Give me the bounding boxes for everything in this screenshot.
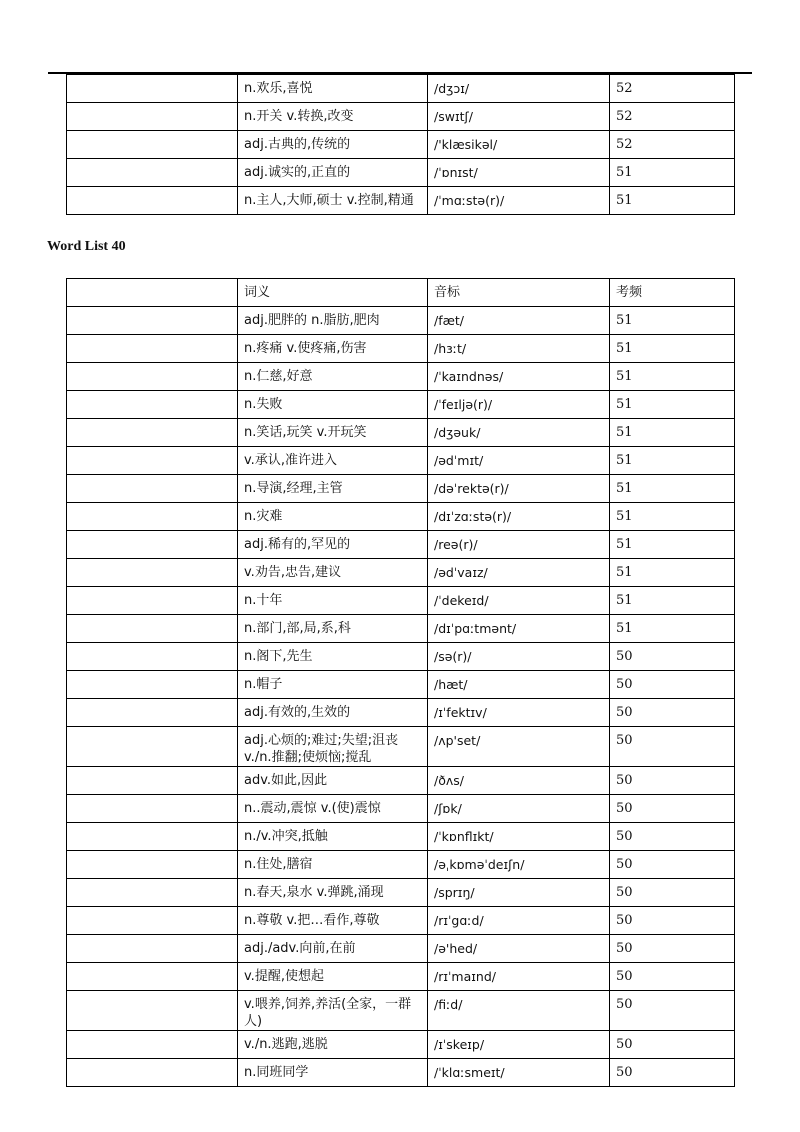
frequency-cell: 51 — [610, 447, 735, 475]
phonetic-cell: /ˈɒnɪst/ — [428, 159, 610, 187]
phonetic-cell: /ɪˈfektɪv/ — [428, 699, 610, 727]
meaning-cell: n.失败 — [238, 391, 428, 419]
table-row — [67, 1059, 735, 1087]
frequency-cell: 51 — [610, 615, 735, 643]
word-cell — [67, 391, 238, 419]
word-cell — [67, 823, 238, 851]
table-row — [67, 851, 735, 879]
word-cell — [67, 963, 238, 991]
word-cell — [67, 1059, 238, 1087]
meaning-cell: n.阁下,先生 — [238, 643, 428, 671]
word-cell — [67, 851, 238, 879]
phonetic-cell: /ʌp'set/ — [428, 727, 610, 767]
frequency-cell: 51 — [610, 559, 735, 587]
phonetic-cell: /dɪˈzɑːstə(r)/ — [428, 503, 610, 531]
frequency-cell: 51 — [610, 159, 735, 187]
table-row — [67, 615, 735, 643]
meaning-cell: n.十年 — [238, 587, 428, 615]
word-cell — [67, 795, 238, 823]
phonetic-cell: /fæt/ — [428, 307, 610, 335]
word-cell — [67, 419, 238, 447]
word-cell — [67, 671, 238, 699]
meaning-cell: n.尊敬 v.把…看作,尊敬 — [238, 907, 428, 935]
phonetic-cell: /hɜːt/ — [428, 335, 610, 363]
meaning-cell: n.春天,泉水 v.弹跳,涌现 — [238, 879, 428, 907]
meaning-cell: v.提醒,使想起 — [238, 963, 428, 991]
phonetic-cell: /dʒɔɪ/ — [428, 75, 610, 103]
table-row — [67, 823, 735, 851]
word-cell — [67, 131, 238, 159]
table-row — [67, 587, 735, 615]
word-cell — [67, 159, 238, 187]
word-cell — [67, 103, 238, 131]
phonetic-cell: /əˌkɒməˈdeɪʃn/ — [428, 851, 610, 879]
phonetic-cell: /ə'hed/ — [428, 935, 610, 963]
word-cell — [67, 907, 238, 935]
meaning-cell: n.笑话,玩笑 v.开玩笑 — [238, 419, 428, 447]
meaning-cell: n.仁慈,好意 — [238, 363, 428, 391]
phonetic-cell: /reə(r)/ — [428, 531, 610, 559]
table-row — [67, 475, 735, 503]
table-row — [67, 187, 735, 215]
phonetic-cell: /swɪtʃ/ — [428, 103, 610, 131]
phonetic-cell: /dʒəuk/ — [428, 419, 610, 447]
meaning-cell: adj./adv.向前,在前 — [238, 935, 428, 963]
meaning-cell: n.疼痛 v.使疼痛,伤害 — [238, 335, 428, 363]
frequency-cell: 51 — [610, 419, 735, 447]
meaning-cell: n.帽子 — [238, 671, 428, 699]
meaning-cell: adj.诚实的,正直的 — [238, 159, 428, 187]
frequency-cell: 51 — [610, 335, 735, 363]
frequency-cell: 50 — [610, 1059, 735, 1087]
frequency-cell: 51 — [610, 363, 735, 391]
meaning-cell: adj.有效的,生效的 — [238, 699, 428, 727]
phonetic-cell: /rɪˈgɑːd/ — [428, 907, 610, 935]
table-row — [67, 907, 735, 935]
table-row — [67, 879, 735, 907]
word-cell — [67, 447, 238, 475]
phonetic-cell: /dəˈrektə(r)/ — [428, 475, 610, 503]
table-row — [67, 991, 735, 1031]
meaning-cell: v.劝告,忠告,建议 — [238, 559, 428, 587]
phonetic-column-header: 音标 — [428, 279, 610, 307]
phonetic-cell: /ðʌs/ — [428, 767, 610, 795]
table-row — [67, 671, 735, 699]
word-list-40-table — [66, 278, 735, 1087]
word-cell — [67, 363, 238, 391]
phonetic-cell: /hæt/ — [428, 671, 610, 699]
frequency-cell: 50 — [610, 1031, 735, 1059]
phonetic-cell: /'klæsikəl/ — [428, 131, 610, 159]
meaning-cell: adj.稀有的,罕见的 — [238, 531, 428, 559]
meaning-cell: n.部门,部,局,系,科 — [238, 615, 428, 643]
table-row — [67, 727, 735, 767]
frequency-cell: 50 — [610, 879, 735, 907]
frequency-cell: 50 — [610, 823, 735, 851]
word-cell — [67, 187, 238, 215]
frequency-cell: 50 — [610, 991, 735, 1031]
table-row — [67, 363, 735, 391]
meaning-cell: n..震动,震惊 v.(使)震惊 — [238, 795, 428, 823]
frequency-cell: 51 — [610, 503, 735, 531]
frequency-cell: 50 — [610, 907, 735, 935]
frequency-cell: 51 — [610, 391, 735, 419]
frequency-cell: 50 — [610, 767, 735, 795]
frequency-cell: 52 — [610, 131, 735, 159]
word-cell — [67, 307, 238, 335]
word-cell — [67, 643, 238, 671]
word-cell — [67, 727, 238, 767]
frequency-cell: 50 — [610, 671, 735, 699]
frequency-cell: 50 — [610, 851, 735, 879]
meaning-cell: adj.古典的,传统的 — [238, 131, 428, 159]
frequency-cell: 51 — [610, 187, 735, 215]
table-row — [67, 159, 735, 187]
table-header-row — [67, 279, 735, 307]
phonetic-cell: /sə(r)/ — [428, 643, 610, 671]
frequency-cell: 50 — [610, 643, 735, 671]
word-list-table-body — [67, 279, 735, 1087]
word-cell — [67, 335, 238, 363]
meaning-cell: v./n.逃跑,逃脱 — [238, 1031, 428, 1059]
meaning-cell: n.欢乐,喜悦 — [238, 75, 428, 103]
phonetic-cell: /ˈfeɪljə(r)/ — [428, 391, 610, 419]
table-row — [67, 699, 735, 727]
meaning-cell: adv.如此,因此 — [238, 767, 428, 795]
meaning-column-header: 词义 — [238, 279, 428, 307]
frequency-cell: 50 — [610, 795, 735, 823]
phonetic-cell: /ʃɒk/ — [428, 795, 610, 823]
frequency-cell: 52 — [610, 103, 735, 131]
word-cell — [67, 587, 238, 615]
table-row — [67, 795, 735, 823]
phonetic-cell: /ˈkɒnflɪkt/ — [428, 823, 610, 851]
frequency-cell: 51 — [610, 531, 735, 559]
table-row — [67, 75, 735, 103]
table-row — [67, 103, 735, 131]
phonetic-cell: /ˈklɑːsmeɪt/ — [428, 1059, 610, 1087]
word-cell — [67, 699, 238, 727]
word-cell — [67, 531, 238, 559]
phonetic-cell: /sprɪŋ/ — [428, 879, 610, 907]
frequency-cell: 50 — [610, 699, 735, 727]
table-row — [67, 963, 735, 991]
frequency-column-header: 考频 — [610, 279, 735, 307]
frequency-cell: 52 — [610, 75, 735, 103]
word-cell — [67, 503, 238, 531]
meaning-cell: n.灾难 — [238, 503, 428, 531]
phonetic-cell: /fiːd/ — [428, 991, 610, 1031]
word-cell — [67, 1031, 238, 1059]
phonetic-cell: /ˈdekeɪd/ — [428, 587, 610, 615]
frequency-cell: 50 — [610, 935, 735, 963]
word-cell — [67, 879, 238, 907]
word-cell — [67, 559, 238, 587]
table-row — [67, 131, 735, 159]
table-row — [67, 447, 735, 475]
table-row — [67, 559, 735, 587]
frequency-cell: 51 — [610, 587, 735, 615]
meaning-cell: n./v.冲突,抵触 — [238, 823, 428, 851]
word-column-header — [67, 279, 238, 307]
meaning-cell: v.承认,准许进入 — [238, 447, 428, 475]
frequency-cell: 51 — [610, 475, 735, 503]
word-cell — [67, 75, 238, 103]
phonetic-cell: /ˈkaɪndnəs/ — [428, 363, 610, 391]
meaning-cell: n.同班同学 — [238, 1059, 428, 1087]
word-cell — [67, 991, 238, 1031]
table-row — [67, 307, 735, 335]
table-row — [67, 1031, 735, 1059]
previous-table-body — [67, 75, 735, 215]
frequency-cell: 51 — [610, 307, 735, 335]
table-row — [67, 531, 735, 559]
phonetic-cell: /ɪˈskeɪp/ — [428, 1031, 610, 1059]
table-row — [67, 503, 735, 531]
meaning-cell: n.住处,膳宿 — [238, 851, 428, 879]
frequency-cell: 50 — [610, 963, 735, 991]
table-row — [67, 335, 735, 363]
meaning-cell: adj.肥胖的 n.脂肪,肥肉 — [238, 307, 428, 335]
meaning-cell: n.主人,大师,硕士 v.控制,精通 — [238, 187, 428, 215]
meaning-cell: v.喂养,饲养,养活(全家，一群人) — [238, 991, 428, 1031]
meaning-cell: n.导演,经理,主管 — [238, 475, 428, 503]
phonetic-cell: /dɪˈpɑːtmənt/ — [428, 615, 610, 643]
section-title: Word List 40 — [47, 239, 126, 254]
phonetic-cell: /ədˈmɪt/ — [428, 447, 610, 475]
word-cell — [67, 767, 238, 795]
table-row — [67, 935, 735, 963]
meaning-cell: n.开关 v.转换,改变 — [238, 103, 428, 131]
frequency-cell: 50 — [610, 727, 735, 767]
table-row — [67, 767, 735, 795]
word-cell — [67, 615, 238, 643]
table-row — [67, 643, 735, 671]
word-cell — [67, 475, 238, 503]
phonetic-cell: /ədˈvaɪz/ — [428, 559, 610, 587]
table-row — [67, 419, 735, 447]
table-row — [67, 391, 735, 419]
phonetic-cell: /ˈmɑːstə(r)/ — [428, 187, 610, 215]
previous-word-table — [66, 74, 735, 215]
phonetic-cell: /rɪˈmaɪnd/ — [428, 963, 610, 991]
word-cell — [67, 935, 238, 963]
meaning-cell: adj.心烦的;难过;失望;沮丧 v./n.推翻;使烦恼;搅乱 — [238, 727, 428, 767]
